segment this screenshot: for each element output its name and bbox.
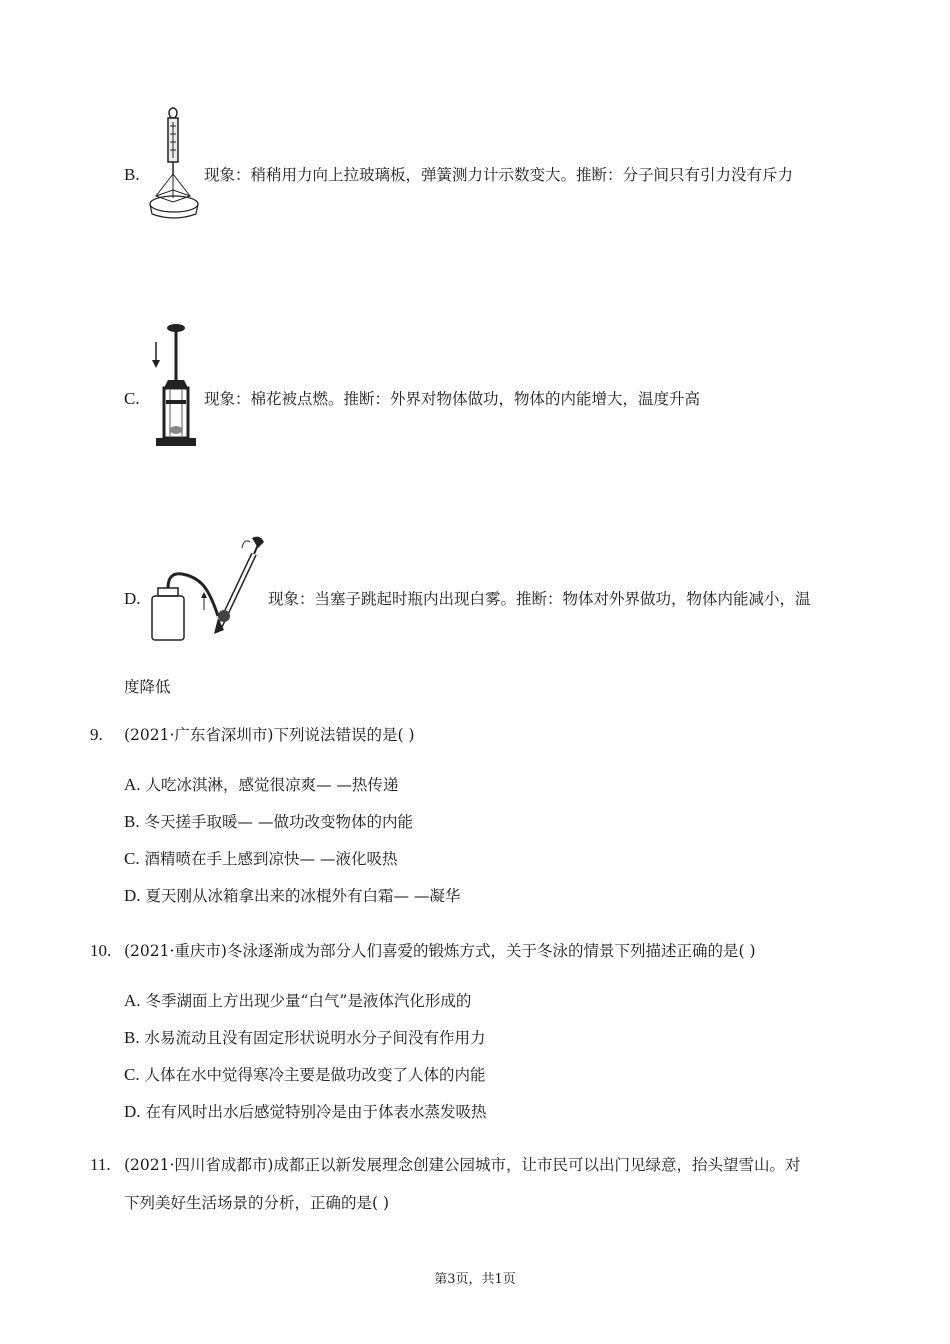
question-11-stem: (2021·四川省成都市)成都正以新发展理念创建公园城市，让市民可以出门见绿意，抬头望雪山。对 [124,1156,801,1174]
question-10-option-b: B. 水易流动且没有固定形状说明水分子间没有作用力 [124,1028,486,1047]
question-9-number: 9. [90,725,103,744]
option-d-label: D. [124,589,141,608]
question-10-number: 10. [90,941,112,960]
question-9-option-d: D. 夏天刚从冰箱拿出来的冰棍外有白霜— —凝华 [124,886,461,905]
page-footer: 第3页，共1页 [434,1272,516,1287]
question-9-option-c: C. 酒精喷在手上感到凉快— —液化吸热 [124,849,398,868]
question-9-option-a: A. 人吃冰淇淋，感觉很凉爽— —热传递 [124,775,399,794]
option-d-text-continued: 度降低 [124,678,171,696]
question-9-options [124,774,460,922]
option-c-label: C. [124,389,140,408]
question-11-number: 11. [90,1155,111,1174]
question-10-option-c: C. 人体在水中觉得寒冷主要是做功改变了人体的内能 [124,1065,486,1084]
air-compression-piston-figure [148,322,204,452]
question-10-stem: (2021·重庆市)冬泳逐渐成为部分人们喜爱的锻炼方式，关于冬泳的情景下列描述正确的是( ) [124,942,756,960]
question-9-option-b: B. 冬天搓手取暖— —做功改变物体的内能 [124,812,413,831]
option-b-label: B. [124,165,140,184]
question-10-option-d: D. 在有风时出水后感觉特别冷是由于体表水蒸发吸热 [124,1102,487,1121]
spring-scale-glass-plate-figure [148,104,204,220]
question-11-stem-continued: 下列美好生活场景的分析，正确的是( ) [124,1194,390,1212]
option-c-text: 现象：棉花被点燃。推断：外界对物体做功，物体的内能增大，温度升高 [204,390,701,408]
option-d-text: 现象：当塞子跳起时瓶内出现白雾。推断：物体对外界做功，物体内能减小，温 [268,590,811,608]
question-9-stem: (2021·广东省深圳市)下列说法错误的是( ) [124,726,415,744]
bottle-pump-figure [148,534,268,646]
question-10-option-a: A. 冬季湖面上方出现少量“白气”是液体汽化形成的 [124,991,472,1010]
question-10-options [124,990,486,1138]
option-b-text: 现象：稍稍用力向上拉玻璃板，弹簧测力计示数变大。推断：分子间只有引力没有斥力 [204,166,794,184]
